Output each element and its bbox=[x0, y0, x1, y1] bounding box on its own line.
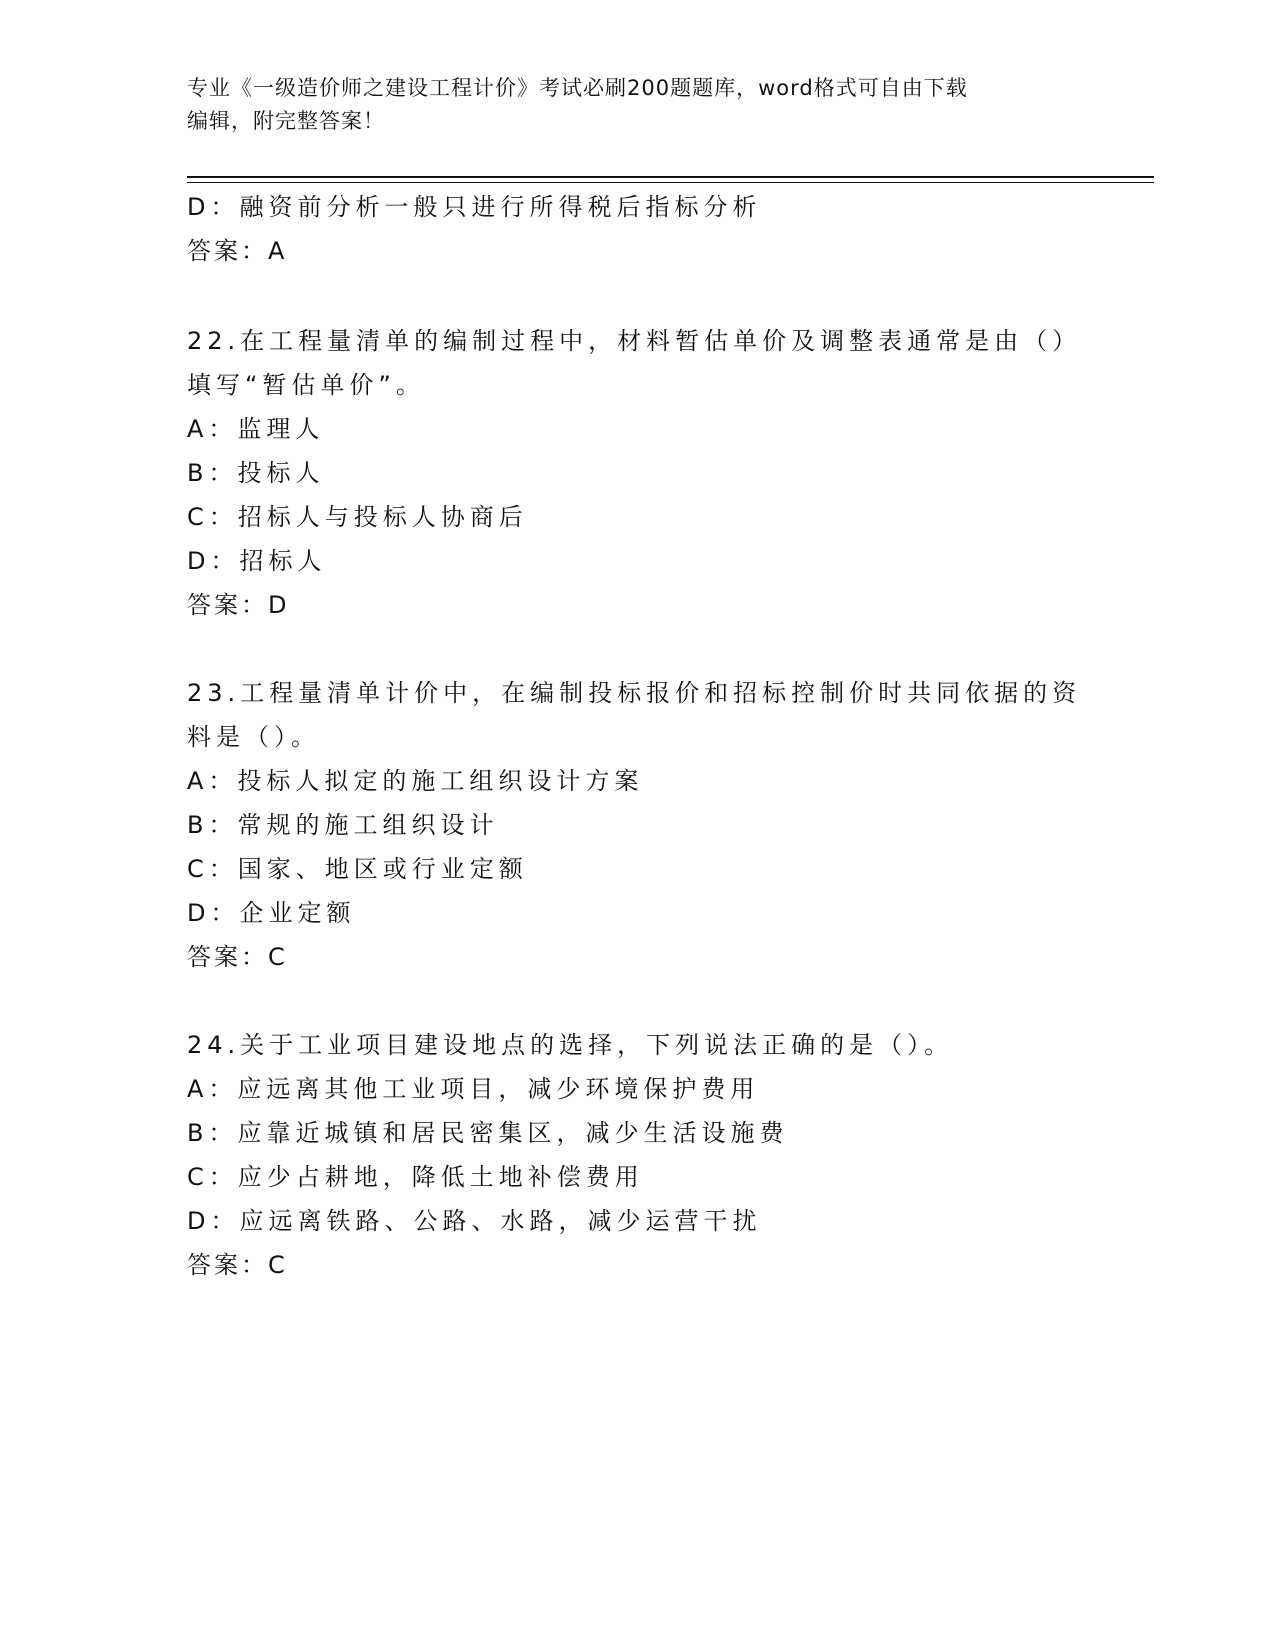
question-stem: 23.工程量清单计价中，在编制投标报价和招标控制价时共同依据的资 bbox=[187, 679, 1082, 707]
option-b: B：常规的施工组织设计 bbox=[187, 811, 499, 839]
option-c: C：应少占耕地，降低土地补偿费用 bbox=[187, 1163, 644, 1191]
prev-option-d: D：融资前分析一般只进行所得税后指标分析 bbox=[187, 193, 762, 221]
option-c: C：招标人与投标人协商后 bbox=[187, 503, 528, 531]
option-a: A：应远离其他工业项目，减少环境保护费用 bbox=[187, 1075, 760, 1103]
option-d: D：招标人 bbox=[187, 547, 327, 575]
header-line-2: 编辑，附完整答案！ bbox=[187, 109, 385, 133]
document-header bbox=[187, 72, 1087, 138]
answer: 答案：C bbox=[187, 1251, 288, 1279]
question-stem: 22.在工程量清单的编制过程中，材料暂估单价及调整表通常是由（） bbox=[187, 327, 1082, 355]
header-divider-thick bbox=[187, 176, 1154, 178]
question-stem-cont: 料是（）。 bbox=[187, 723, 320, 751]
option-a: A：投标人拟定的施工组织设计方案 bbox=[187, 767, 644, 795]
option-d: D：企业定额 bbox=[187, 899, 356, 927]
question-stem: 24.关于工业项目建设地点的选择，下列说法正确的是（）。 bbox=[187, 1031, 954, 1059]
answer: 答案：C bbox=[187, 943, 288, 971]
prev-answer: 答案：A bbox=[187, 237, 288, 265]
option-d: D：应远离铁路、公路、水路，减少运营干扰 bbox=[187, 1207, 762, 1235]
question-stem-cont: 填写“暂估单价”。 bbox=[187, 371, 425, 399]
option-c: C：国家、地区或行业定额 bbox=[187, 855, 528, 883]
header-line-1: 专业《一级造价师之建设工程计价》考试必刷200题题库，word格式可自由下载 bbox=[187, 76, 968, 100]
header-divider-thin bbox=[187, 182, 1154, 183]
option-b: B：应靠近城镇和居民密集区，减少生活设施费 bbox=[187, 1119, 789, 1147]
option-b: B：投标人 bbox=[187, 459, 325, 487]
answer: 答案：D bbox=[187, 591, 290, 619]
option-a: A：监理人 bbox=[187, 415, 325, 443]
